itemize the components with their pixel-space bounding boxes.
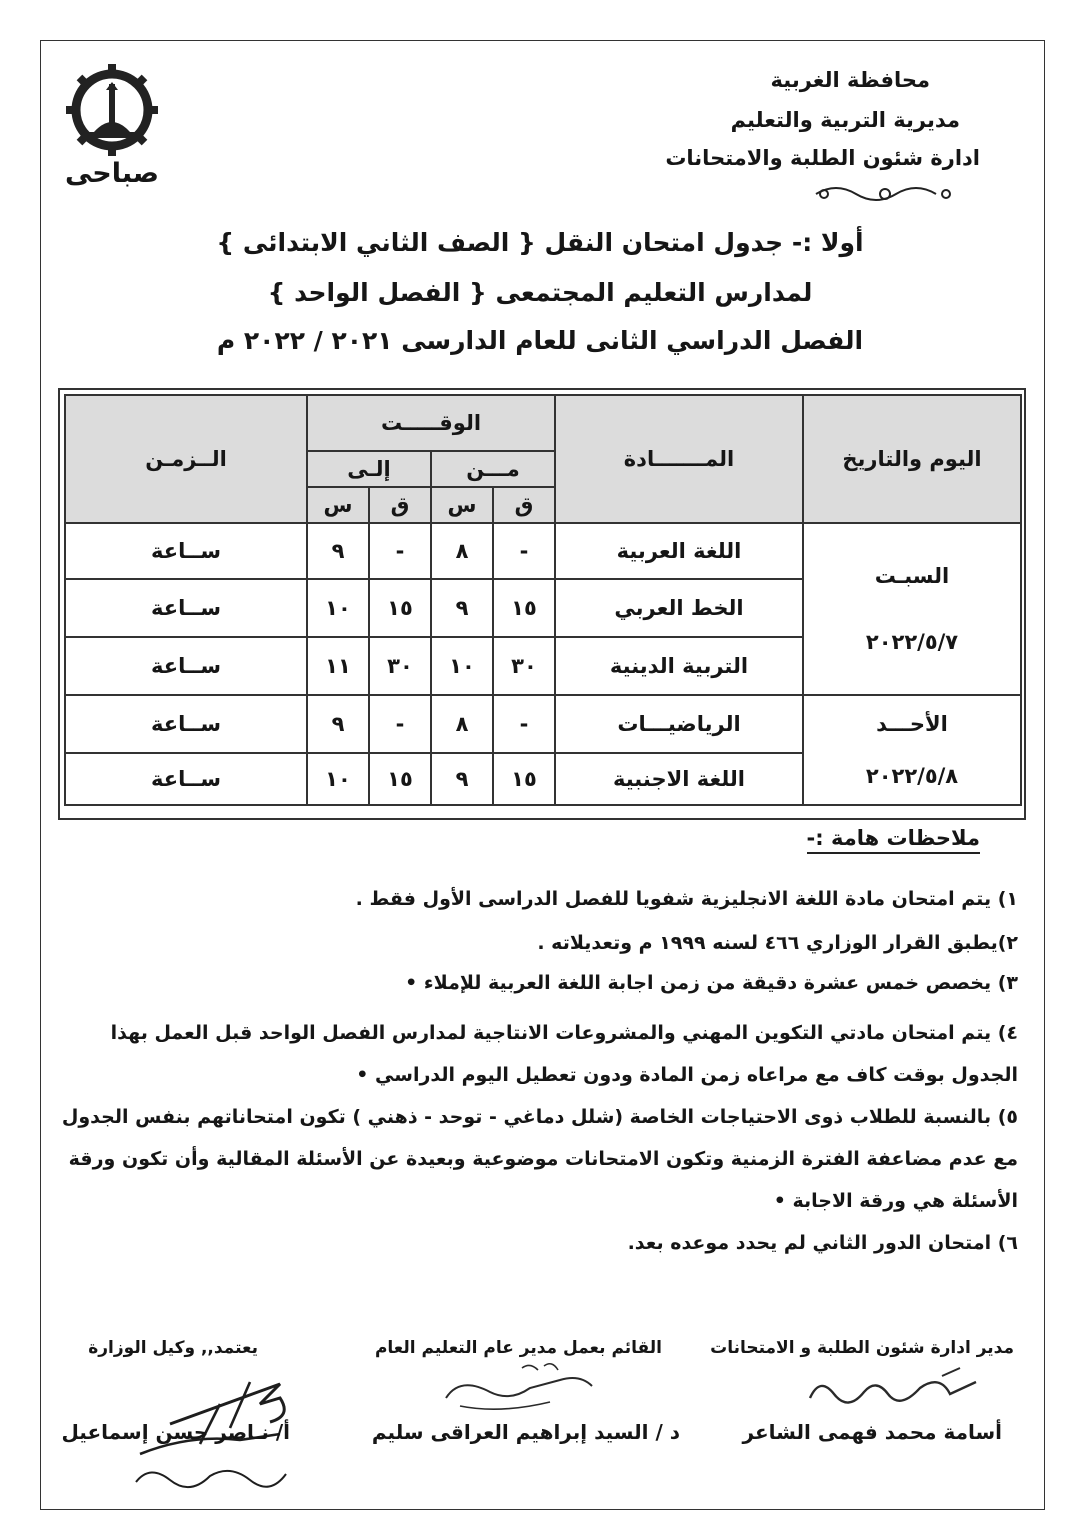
to-hour-cell: ٩ bbox=[307, 523, 369, 579]
from-hour-cell: ٨ bbox=[431, 523, 493, 579]
from-hour-cell: ٩ bbox=[431, 579, 493, 637]
header-from-hour: س bbox=[431, 487, 493, 523]
note-item-1: ١) يتم امتحان مادة اللغة الانجليزية شفويا للفصل الدراسى الأول فقط . bbox=[355, 888, 1018, 910]
from-minute-cell: - bbox=[493, 523, 555, 579]
signature-title-center: القائم بعمل مدير عام التعليم العام bbox=[374, 1338, 662, 1358]
from-minute-cell: ٣٠ bbox=[493, 637, 555, 695]
note-item-4: ٤) يتم امتحان مادتي التكوين المهني والمشروعات الانتاجية لمدارس الفصل الواحد قبل العمل بهذا الجدول بوقت كاف مع مراعاه زمن المادة ودون تعطيل اليوم الدراسي • bbox=[110, 1022, 1018, 1086]
to-minute-cell: - bbox=[369, 523, 431, 579]
header-duration: الــزمـن bbox=[65, 395, 307, 523]
from-hour-cell: ٩ bbox=[431, 753, 493, 805]
subject-cell: التربية الدينية bbox=[555, 637, 803, 695]
day-date: ٢٠٢٢/٥/٧ bbox=[865, 630, 959, 654]
header-to-minute: ق bbox=[369, 487, 431, 523]
subject-cell: الرياضيـــات bbox=[555, 695, 803, 753]
header-to-hour: س bbox=[307, 487, 369, 523]
note-item-5: ٥) بالنسبة للطلاب ذوى الاحتياجات الخاصة (شلل دماغي - توحد - ذهني ) تكون امتحاناتهم بنفس الجدول مع عدم مضاعفة الفترة الزمنية وتكون الامتحانات موضوعية وبعيدة عن الأسئلة المقالية وأن تكون ورقة الأسئلة هي ورقة الاجابة • bbox=[61, 1106, 1018, 1212]
header-governorate: محافظة الغربية bbox=[770, 68, 930, 92]
to-hour-cell: ١٠ bbox=[307, 579, 369, 637]
gear-mosque-logo-icon bbox=[62, 60, 162, 160]
note-item-6: ٦) امتحان الدور الثاني لم يحدد موعده بعد. bbox=[627, 1232, 1018, 1254]
from-hour-cell: ٨ bbox=[431, 695, 493, 753]
header-subject: المـــــــادة bbox=[555, 395, 803, 523]
handwritten-signature-center-icon bbox=[430, 1358, 600, 1414]
to-hour-cell: ١١ bbox=[307, 637, 369, 695]
signature-title-right: مدير ادارة شئون الطلبة و الامتحانات bbox=[710, 1338, 1014, 1358]
header-from: مـــن bbox=[431, 451, 555, 487]
to-minute-cell: ١٥ bbox=[369, 753, 431, 805]
handwritten-signature-right-icon bbox=[800, 1364, 990, 1414]
title-line-2: لمدارس التعليم المجتمعى { الفصل الواحد } bbox=[267, 278, 813, 307]
ornament-divider-icon bbox=[810, 182, 960, 206]
header-day-date: اليوم والتاريخ bbox=[803, 395, 1021, 523]
to-minute-cell: ١٥ bbox=[369, 579, 431, 637]
from-minute-cell: ١٥ bbox=[493, 579, 555, 637]
header-administration: ادارة شئون الطلبة والامتحانات bbox=[665, 146, 980, 170]
duration-cell: ســاعة bbox=[65, 637, 307, 695]
title-line-3: الفصل الدراسي الثانى للعام الدارسى ٢٠٢١ / ٢٠٢٢ م bbox=[216, 326, 864, 355]
title-line-1: أولا :- جدول امتحان النقل { الصف الثاني الابتدائى } bbox=[216, 228, 864, 257]
table-row bbox=[65, 695, 1021, 753]
from-minute-cell: - bbox=[493, 695, 555, 753]
duration-cell: ســاعة bbox=[65, 753, 307, 805]
notes-title: ملاحظات هامة :- bbox=[807, 826, 980, 854]
subject-cell: الخط العربي bbox=[555, 579, 803, 637]
note-item-3: ٣) يخصص خمس عشرة دقيقة من زمن اجابة اللغة العربية للإملاء • bbox=[405, 972, 1018, 994]
to-hour-cell: ١٠ bbox=[307, 753, 369, 805]
day-date: ٢٠٢٢/٥/٨ bbox=[865, 764, 959, 788]
header-from-minute: ق bbox=[493, 487, 555, 523]
day-cell bbox=[803, 523, 1021, 695]
table-row bbox=[65, 523, 1021, 579]
to-minute-cell: ٣٠ bbox=[369, 637, 431, 695]
header-row-1 bbox=[65, 395, 1021, 451]
day-name: الأحـــد bbox=[876, 712, 948, 736]
signature-name-right: أسامة محمد فهمى الشاعر bbox=[742, 1420, 1002, 1444]
day-cell bbox=[803, 695, 1021, 805]
subject-cell: اللغة الاجنبية bbox=[555, 753, 803, 805]
duration-cell: ســاعة bbox=[65, 523, 307, 579]
logo-name: صباحى bbox=[64, 158, 160, 189]
header-time: الوقـــــت bbox=[307, 395, 555, 451]
from-minute-cell: ١٥ bbox=[493, 753, 555, 805]
duration-cell: ســاعة bbox=[65, 695, 307, 753]
header-directorate: مديرية التربية والتعليم bbox=[730, 108, 960, 132]
to-hour-cell: ٩ bbox=[307, 695, 369, 753]
day-name: السبـت bbox=[874, 564, 950, 588]
signature-title-left: يعتمد,, وكيل الوزارة bbox=[88, 1338, 258, 1358]
logo bbox=[62, 60, 162, 200]
signature-name-center: د / السيد إبراهيم العراقى سليم bbox=[371, 1420, 680, 1444]
signature-name-left: أ/ نـاصر حسن إسماعيل bbox=[61, 1420, 290, 1444]
header-to: إلـى bbox=[307, 451, 431, 487]
duration-cell: ســاعة bbox=[65, 579, 307, 637]
to-minute-cell: - bbox=[369, 695, 431, 753]
note-item-2: ٢)يطبق القرار الوزاري ٤٦٦ لسنه ١٩٩٩ م وتعديلاته . bbox=[537, 932, 1018, 954]
subject-cell: اللغة العربية bbox=[555, 523, 803, 579]
from-hour-cell: ١٠ bbox=[431, 637, 493, 695]
exam-schedule-table bbox=[64, 394, 1022, 806]
